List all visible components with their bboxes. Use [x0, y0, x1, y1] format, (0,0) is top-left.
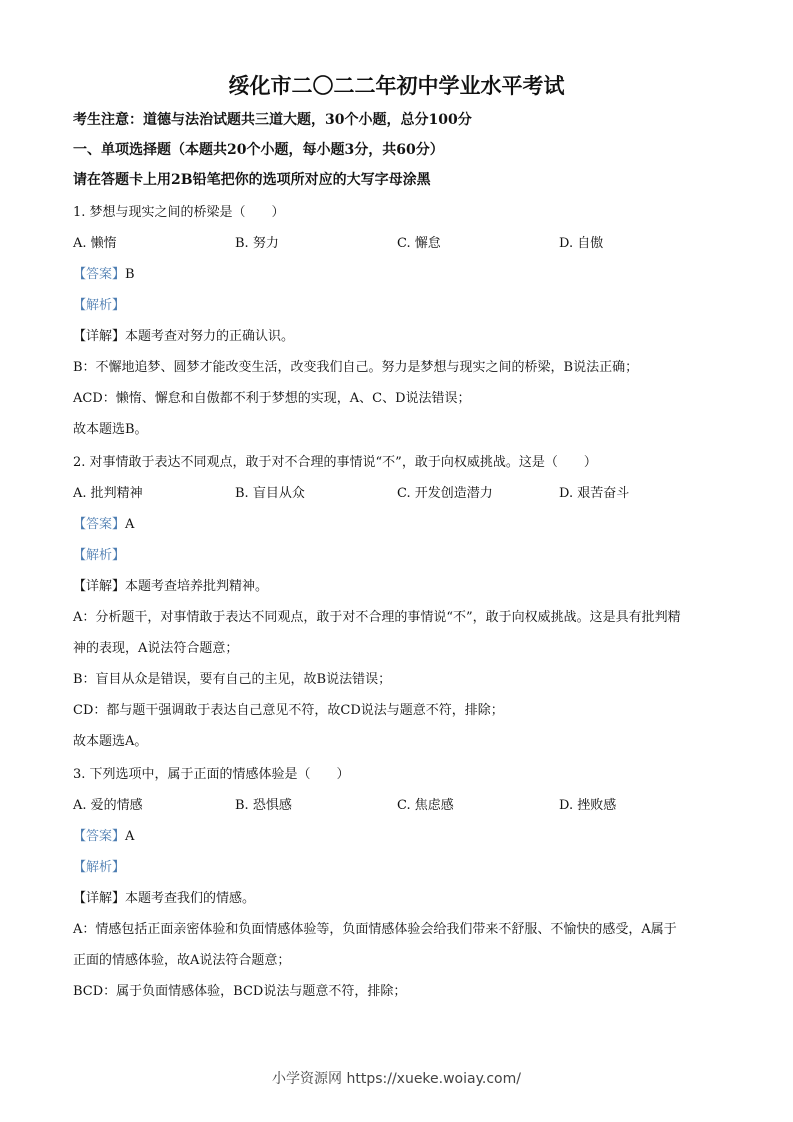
question — [73, 197, 733, 445]
option: B. 盲目从众 — [235, 486, 305, 501]
explanation-line: 【详解】本题考查对努力的正确认识。 — [73, 329, 295, 344]
answer-line — [73, 259, 733, 290]
explanation-line: A：情感包括正面亲密体验和负面情感体验等，负面情感体验会给我们带来不舒服、不愉快的感受，A属于 — [73, 922, 677, 937]
option: D. 挫败感 — [559, 798, 617, 813]
explanation-line: ACD：懒惰、懈怠和自傲都不利于梦想的实现，A、C、D说法错误； — [73, 391, 471, 406]
answer-tag: 【答案】 — [73, 517, 126, 532]
answer-value: A — [125, 829, 135, 844]
answer-line — [73, 821, 733, 852]
option: C. 焦虑感 — [397, 798, 454, 813]
explanation-line: 【详解】本题考查我们的情感。 — [73, 891, 256, 906]
question-stem: 3. 下列选项中，属于正面的情感体验是（ ） — [73, 767, 350, 782]
section-heading: 一、单项选择题（本题共20个小题，每小题3分，共60分） — [73, 142, 444, 158]
explanation-line: B：不懈地追梦、圆梦才能改变生活，改变我们自己。努力是梦想与现实之间的桥梁，B说法正确； — [73, 360, 639, 375]
exam-title: 绥化市二〇二二年初中学业水平考试 — [228, 73, 565, 98]
option: A. 爱的情感 — [73, 798, 143, 813]
option: C. 开发创造潜力 — [397, 486, 493, 501]
question-list — [73, 197, 733, 1007]
explanation-line: 故本题选B。 — [73, 422, 148, 437]
explanation-line: 故本题选A。 — [73, 734, 148, 749]
question — [73, 447, 733, 757]
explanation-line: A：分析题干，对事情敢于表达不同观点，敢于对不合理的事情说“不”，敢于向权威挑战。这是具有批判精 — [73, 610, 681, 625]
answer-tag: 【答案】 — [73, 267, 126, 282]
question-stem: 1. 梦想与现实之间的桥梁是（ ） — [73, 205, 285, 220]
analysis-tag: 【解析】 — [73, 548, 126, 563]
option: B. 努力 — [235, 236, 279, 251]
options-row — [73, 790, 733, 821]
answer-value: A — [125, 517, 135, 532]
answer-tag: 【答案】 — [73, 829, 126, 844]
answer-line — [73, 509, 733, 540]
explanation-line: 正面的情感体验，故A说法符合题意； — [73, 953, 291, 968]
footer-watermark: 小学资源网 https://xueke.woiay.com/ — [272, 1071, 521, 1087]
analysis-tag: 【解析】 — [73, 298, 126, 313]
explanation-line: B：盲目从众是错误，要有自己的主见，故B说法错误； — [73, 672, 392, 687]
exam-notice: 考生注意：道德与法治试题共三道大题，30个小题，总分100分 — [73, 112, 472, 128]
option: D. 艰苦奋斗 — [559, 486, 630, 501]
option: B. 恐惧感 — [235, 798, 292, 813]
option: A. 批判精神 — [73, 486, 143, 501]
options-row — [73, 228, 733, 259]
analysis-tag: 【解析】 — [73, 860, 126, 875]
explanation-line: 【详解】本题考查培养批判精神。 — [73, 579, 269, 594]
option: A. 懒惰 — [73, 236, 117, 251]
answer-value: B — [125, 267, 135, 282]
instruction: 请在答题卡上用2B铅笔把你的选项所对应的大写字母涂黑 — [73, 172, 431, 188]
option: D. 自傲 — [559, 236, 604, 251]
question-stem: 2. 对事情敢于表达不同观点，敢于对不合理的事情说“不”，敢于向权威挑战。这是（ ） — [73, 455, 597, 470]
question — [73, 759, 733, 1007]
explanation-line: BCD：属于负面情感体验，BCD说法与题意不符，排除； — [73, 984, 407, 999]
document-body — [73, 105, 733, 1007]
explanation-line: 神的表现，A说法符合题意； — [73, 641, 239, 656]
options-row — [73, 478, 733, 509]
option: C. 懈怠 — [397, 236, 441, 251]
explanation-line: CD：都与题干强调敢于表达自己意见不符，故CD说法与题意不符，排除； — [73, 703, 504, 718]
